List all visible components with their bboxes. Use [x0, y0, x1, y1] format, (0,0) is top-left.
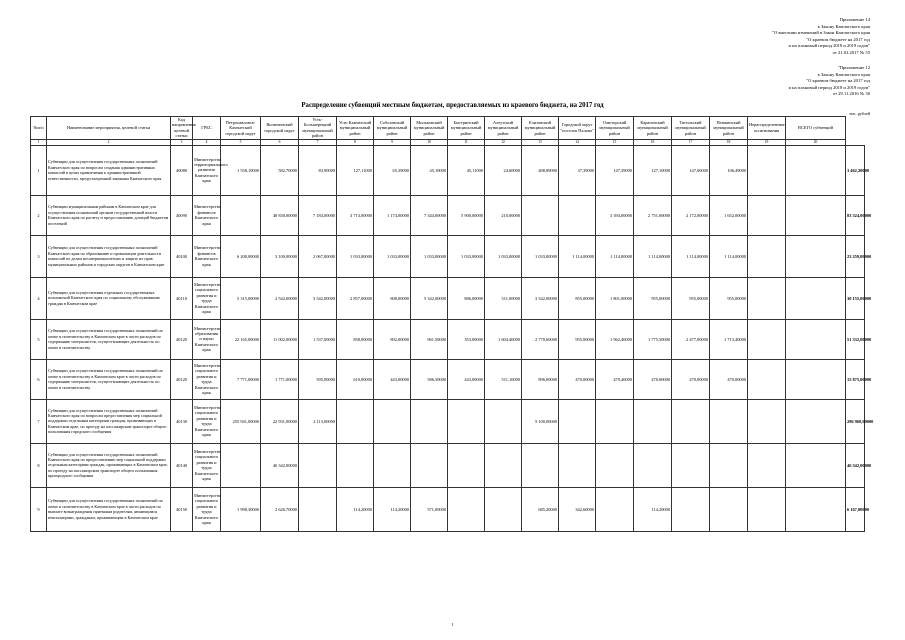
amount-cell — [596, 443, 634, 487]
amount-cell: 896,00000 — [522, 359, 559, 399]
column-header: Нераспределенные ассигнования — [748, 117, 786, 140]
table-row — [31, 359, 865, 399]
amount-cell: 5 315,00000 — [221, 277, 261, 319]
amount-cell — [672, 399, 710, 443]
amount-cell: 2 857,00000 — [337, 277, 374, 319]
amount-cell: 2 626,70000 — [261, 487, 299, 531]
amount-cell: 955,00000 — [559, 319, 596, 359]
budget-administrator: Министерство образования и науки Камчатского края — [193, 319, 221, 359]
amount-cell: 408,89000 — [522, 145, 559, 195]
amount-cell — [337, 399, 374, 443]
row-number: 1 — [31, 145, 47, 195]
amount-cell: 610,00000 — [337, 359, 374, 399]
amount-cell — [559, 195, 596, 235]
column-number: 19 — [748, 139, 786, 145]
amount-cell: 808,00000 — [374, 277, 411, 319]
amount-cell — [748, 145, 786, 195]
annex-header-line: "О внесении изменений в Закон Камчатского края — [772, 30, 870, 36]
subvention-name: Субвенции для осуществления государственных полномочий по опеке и попечительству в Камчатском крае в части расходов по содержанию специалистов, осуществляющих деятельность по опеке и попечительству — [47, 319, 171, 359]
column-number: 14 — [559, 139, 596, 145]
amount-cell: 22 931,00000 — [261, 399, 299, 443]
amount-cell: 147,39000 — [596, 145, 634, 195]
column-number: 10 — [411, 139, 448, 145]
amount-cell: 511,00000 — [485, 277, 522, 319]
amount-cell: 3 394,00000 — [596, 195, 634, 235]
amount-cell — [748, 399, 786, 443]
amount-cell: 1 962,40000 — [596, 319, 634, 359]
target-code: 40110 — [171, 277, 193, 319]
row-total: 46 342,00000 — [846, 443, 865, 487]
amount-cell — [411, 443, 448, 487]
row-total: 30 155,00000 — [846, 277, 865, 319]
column-header: Петропавловск-Камчатский городской округ — [221, 117, 261, 140]
budget-administrator: Министерство социального развития и труда Камчатского края — [193, 277, 221, 319]
annex-header-line: от 29.11.2016 № 30 — [832, 91, 870, 97]
amount-cell — [748, 359, 786, 399]
amount-cell: 2 770,60000 — [522, 319, 559, 359]
column-number: 8 — [337, 139, 374, 145]
document-title: Распределение субвенций местным бюджетам, предоставляемых из краевого бюджета, на 2017 год — [301, 102, 604, 109]
subvention-name: Субвенции для осуществления государственных полномочий Камчатского края по предоставлению мер социальной поддержки отдельным категориям граждан, проживающих в Камчатском крае, по проезду на пассажирском транспорте общего пользования пригородного сообщения — [47, 443, 171, 487]
amount-cell: 470,00000 — [672, 359, 710, 399]
column-header: Карагинский муниципальный район — [634, 117, 672, 140]
amount-cell: 342,60000 — [559, 487, 596, 531]
amount-cell: 255 941,00000 — [221, 399, 261, 443]
row-number: 5 — [31, 319, 47, 359]
budget-administrator: Министерство социального развития и труда Камчатского края — [193, 399, 221, 443]
amount-cell: 5 100,00000 — [522, 399, 559, 443]
column-header: Код направления целевой статьи — [172, 117, 196, 139]
amount-cell — [299, 487, 337, 531]
amount-cell: 1 033,00000 — [448, 235, 485, 277]
annex-header-line: "О краевом бюджете на 2017 год — [806, 78, 870, 84]
row-total: 6 167,00000 — [846, 487, 865, 531]
amount-cell — [710, 443, 748, 487]
amount-cell: 45,11000 — [448, 145, 485, 195]
amount-cell — [485, 443, 522, 487]
amount-cell — [748, 235, 786, 277]
column-header: Городской округ "поселок Палана" — [559, 117, 596, 140]
amount-cell: 582,70000 — [261, 145, 299, 195]
annex-header-line: к Закону Камчатского края — [817, 71, 870, 77]
column-number: 15 — [596, 139, 634, 145]
table-row — [31, 235, 865, 277]
table-row — [31, 277, 865, 319]
column-header: №п/п — [31, 117, 47, 140]
row-total: 51 332,00000 — [846, 319, 865, 359]
amount-cell: 5 342,00000 — [411, 277, 448, 319]
table-row — [31, 319, 865, 359]
annex-header-line: от 21.02.2017 № 55 — [832, 49, 870, 55]
amount-cell: 114,20000 — [374, 487, 411, 531]
annex-header-line: "Приложение 12 — [837, 65, 870, 70]
amount-cell: 1 033,00000 — [374, 235, 411, 277]
table-row — [31, 487, 865, 531]
amount-cell — [786, 195, 846, 235]
amount-cell: 2 477,00000 — [672, 319, 710, 359]
budget-administrator: Министерство территориального развития Камчатского края — [193, 145, 221, 195]
amount-cell — [221, 443, 261, 487]
table-row — [31, 443, 865, 487]
amount-cell: 48 830,00000 — [261, 195, 299, 235]
amount-cell: 65,39000 — [374, 145, 411, 195]
amount-cell: 2 172,00000 — [672, 195, 710, 235]
amount-cell — [748, 443, 786, 487]
amount-cell: 127,10000 — [634, 145, 672, 195]
amount-cell: 83,90000 — [299, 145, 337, 195]
column-number: 9 — [374, 139, 411, 145]
subvention-name: Субвенции для осуществления государственных полномочий Камчатского края по вопросам создания административных комиссий в целях привлечения к административной ответственности, предусмотренной законами Камчатского края — [47, 145, 171, 195]
row-number: 2 — [31, 195, 47, 235]
amount-cell: 1 713,40000 — [710, 319, 748, 359]
subvention-table — [30, 116, 874, 532]
target-code: 40120 — [171, 359, 193, 399]
column-number: 20 — [786, 139, 846, 145]
budget-administrator: Министерство социального развития и труда Камчатского края — [193, 443, 221, 487]
column-header: Тигильский муниципальный район — [672, 117, 710, 140]
amount-cell: 1 998,30000 — [221, 487, 261, 531]
amount-cell — [634, 399, 672, 443]
annex-header-line: к Закону Камчатского края — [817, 23, 870, 29]
page-number: 1 — [451, 622, 454, 627]
amount-cell — [448, 487, 485, 531]
amount-cell — [786, 277, 846, 319]
amount-cell: 1 604,40000 — [485, 319, 522, 359]
subvention-name: Субвенции для осуществления государственных полномочий Камчатского края по вопросам предоставления мер социальной поддержки отдельным категориям граждан, проживающих в Камчатском крае, по проезду на пассажирском транспорте общего пользования городского сообщения — [47, 399, 171, 443]
column-number: 18 — [710, 139, 748, 145]
target-code: 40120 — [171, 319, 193, 359]
amount-cell — [522, 195, 559, 235]
amount-cell — [411, 399, 448, 443]
amount-cell: 961,50000 — [411, 319, 448, 359]
amount-cell: 858,00000 — [337, 319, 374, 359]
column-header: Усть-Большерецкий муниципальный район — [299, 117, 337, 140]
amount-cell: 443,00000 — [374, 359, 411, 399]
column-header: Алеутский муниципальный район — [485, 117, 522, 140]
header-row — [31, 117, 865, 140]
table-row — [31, 195, 865, 235]
amount-cell: 210,00000 — [485, 195, 522, 235]
row-total: 3 462,20000 — [846, 145, 865, 195]
budget-administrator: Министерство социального развития и труда Камчатского края — [193, 487, 221, 531]
amount-cell — [710, 487, 748, 531]
amount-cell — [748, 319, 786, 359]
amount-cell — [221, 195, 261, 235]
budget-administrator: Министерство финансов Камчатского края — [193, 195, 221, 235]
amount-cell: 7 771,00000 — [221, 359, 261, 399]
row-number: 9 — [31, 487, 47, 531]
row-total: 23 259,00000 — [846, 235, 865, 277]
amount-cell: 37,39000 — [559, 145, 596, 195]
annex-header-line: и на плановый период 2018 и 2019 годов" — [788, 43, 870, 49]
column-number: 3 — [171, 139, 193, 145]
row-number: 3 — [31, 235, 47, 277]
amount-cell: 1 033,00000 — [337, 235, 374, 277]
annex-header-current — [772, 17, 870, 57]
amount-cell: 114,20000 — [634, 487, 672, 531]
amount-cell: 1 114,00000 — [672, 235, 710, 277]
amount-cell: 2 067,00000 — [299, 235, 337, 277]
amount-cell — [710, 399, 748, 443]
amount-cell: 955,00000 — [672, 277, 710, 319]
amount-cell — [748, 277, 786, 319]
column-header: Елизовский муниципальный район — [522, 117, 559, 140]
amount-cell: 3 100,00000 — [261, 235, 299, 277]
amount-cell — [559, 443, 596, 487]
amount-cell: 2 113,00000 — [299, 399, 337, 443]
amount-cell: 892,00000 — [374, 319, 411, 359]
amount-cell: 7 344,00000 — [411, 195, 448, 235]
amount-cell — [786, 359, 846, 399]
row-total: 286 968,00000 — [846, 399, 865, 443]
column-number: 5 — [221, 139, 261, 145]
row-total: 83 324,00000 — [846, 195, 865, 235]
amount-cell — [672, 443, 710, 487]
amount-cell: 1 558,10000 — [221, 145, 261, 195]
column-header: Усть-Камчатский муниципальный район — [337, 117, 374, 140]
column-header: Вилючинский городской округ — [261, 117, 299, 140]
amount-cell: 1 652,00000 — [710, 195, 748, 235]
row-total: 15 875,00000 — [846, 359, 865, 399]
amount-cell: 470,00000 — [559, 359, 596, 399]
column-header: Соболевский муниципальный район — [374, 117, 411, 140]
amount-cell — [485, 487, 522, 531]
column-header: ВСЕГО субвенций — [786, 117, 846, 140]
amount-cell: 353,00000 — [448, 319, 485, 359]
amount-cell — [596, 487, 634, 531]
units-label: тыс. рублей — [849, 111, 870, 116]
target-code: 40090 — [171, 195, 193, 235]
row-number: 6 — [31, 359, 47, 399]
amount-cell: 443,00000 — [448, 359, 485, 399]
budget-administrator: Министерство финансов Камчатского края — [193, 235, 221, 277]
column-number: 7 — [299, 139, 337, 145]
amount-cell: 45,10000 — [411, 145, 448, 195]
table-row — [31, 145, 865, 195]
amount-cell: 11 002,00000 — [261, 319, 299, 359]
amount-cell: 470,00000 — [634, 359, 672, 399]
column-number: 1 — [31, 139, 47, 145]
amount-cell: 1 033,00000 — [411, 235, 448, 277]
amount-cell: 24,60000 — [485, 145, 522, 195]
table-body — [31, 139, 874, 531]
column-number: 13 — [522, 139, 559, 145]
amount-cell: 1 174,00000 — [374, 195, 411, 235]
amount-cell: 1 114,00000 — [559, 235, 596, 277]
amount-cell: 1 114,00000 — [596, 235, 634, 277]
amount-cell — [748, 195, 786, 235]
target-code: 40150 — [171, 487, 193, 531]
amount-cell: 1 033,00000 — [522, 235, 559, 277]
amount-cell: 595,00000 — [299, 359, 337, 399]
amount-cell: 46 342,00000 — [261, 443, 299, 487]
amount-cell: 2 542,00000 — [261, 277, 299, 319]
amount-cell — [786, 399, 846, 443]
amount-cell — [786, 487, 846, 531]
amount-cell: 511,10000 — [485, 359, 522, 399]
target-code: 40080 — [171, 145, 193, 195]
amount-cell — [448, 443, 485, 487]
amount-cell: 1 537,00000 — [299, 319, 337, 359]
amount-cell — [374, 443, 411, 487]
amount-cell: 886,00000 — [448, 277, 485, 319]
amount-cell — [522, 443, 559, 487]
amount-cell: 127,11000 — [337, 145, 374, 195]
amount-cell: 5 900,00000 — [448, 195, 485, 235]
amount-cell: 106,49000 — [710, 145, 748, 195]
target-code: 40130 — [171, 399, 193, 443]
annex-header-line: "О краевом бюджете на 2017 год — [806, 36, 870, 42]
amount-cell: 470,40000 — [596, 359, 634, 399]
row-number: 4 — [31, 277, 47, 319]
amount-cell: 1 801,00000 — [596, 277, 634, 319]
amount-cell: 470,00000 — [710, 359, 748, 399]
column-number: 17 — [672, 139, 710, 145]
target-code: 40140 — [171, 443, 193, 487]
row-number: 7 — [31, 399, 47, 443]
amount-cell: 22 165,00000 — [221, 319, 261, 359]
column-header: Мильковский муниципальный район — [411, 117, 448, 140]
subvention-name: Субвенции для осуществления государственных полномочий Камчатского края по образованию и организации деятельности комиссий по делам несовершеннолетних и защите их прав муниципальных районов и городских округов в Камчатском крае — [47, 235, 171, 277]
amount-cell — [559, 399, 596, 443]
column-number: 11 — [448, 139, 485, 145]
amount-cell — [374, 399, 411, 443]
column-number: 4 — [193, 139, 221, 145]
amount-cell: 685,20000 — [522, 487, 559, 531]
amount-cell: 955,00000 — [634, 277, 672, 319]
amount-cell: 3 713,00000 — [337, 195, 374, 235]
amount-cell: 2 751,00000 — [634, 195, 672, 235]
column-number: 2 — [47, 139, 171, 145]
column-header: Пенжинский муниципальный район — [710, 117, 748, 140]
table-row — [31, 399, 865, 443]
subvention-name: Субвенции для осуществления государственных полномочий по опеке и попечительству в Камчатском крае в части расходов по выплате вознаграждения приемным родителям, являющимся пенсионерами, гражданам, проживающим в Камчатском крае — [47, 487, 171, 531]
amount-cell: 855,00000 — [559, 277, 596, 319]
amount-cell: 147,60000 — [672, 145, 710, 195]
amount-cell: 1 114,00000 — [710, 235, 748, 277]
amount-cell — [748, 487, 786, 531]
amount-cell: 114,20000 — [337, 487, 374, 531]
subvention-name: Субвенции муниципальным районам в Камчатском крае для осуществления полномочий органов государственной власти Камчатского края по расчету и предоставлению дотаций бюджетам поселений — [47, 195, 171, 235]
amount-cell — [337, 443, 374, 487]
amount-cell: 571,00000 — [411, 487, 448, 531]
amount-cell — [596, 399, 634, 443]
amount-cell: 6 200,00000 — [221, 235, 261, 277]
annex-header-original — [789, 65, 870, 98]
amount-cell — [786, 235, 846, 277]
annex-header-line: и на плановый период 2018 и 2019 годов" — [788, 84, 870, 90]
column-header: ГРБС — [193, 117, 221, 140]
amount-cell: 1 771,00000 — [261, 359, 299, 399]
budget-administrator: Министерство социального развития и труда Камчатского края — [193, 359, 221, 399]
amount-cell: 586,50000 — [411, 359, 448, 399]
annex-header-line: Приложение 14 — [839, 17, 870, 22]
column-header: Наименование мероприятия, целевой статьи — [47, 117, 171, 140]
column-number: 12 — [485, 139, 522, 145]
amount-cell — [786, 145, 846, 195]
subvention-name: Субвенции для осуществления отдельных государственных полномочий Камчатского края по социальному обслуживанию граждан в Камчатском крае — [47, 277, 171, 319]
amount-cell — [448, 399, 485, 443]
amount-cell: 3 542,00000 — [299, 277, 337, 319]
row-number: 8 — [31, 443, 47, 487]
amount-cell: 3 542,00000 — [522, 277, 559, 319]
subvention-name: Субвенции для осуществления государственных полномочий по опеке и попечительству в Камчатском крае в части расходов по содержанию специалистов, осуществляющих деятельность по опеке и попечительству — [47, 359, 171, 399]
amount-cell — [634, 443, 672, 487]
column-header: Быстринский муниципальный район — [448, 117, 485, 140]
amount-cell — [786, 319, 846, 359]
amount-cell: 1 114,00000 — [634, 235, 672, 277]
amount-cell: 955,00000 — [710, 277, 748, 319]
column-number: 6 — [261, 139, 299, 145]
amount-cell: 1 775,50000 — [634, 319, 672, 359]
column-header: Олюторский муниципальный район — [596, 117, 634, 140]
amount-cell — [485, 399, 522, 443]
amount-cell: 1 033,00000 — [485, 235, 522, 277]
column-number: 16 — [634, 139, 672, 145]
amount-cell — [299, 443, 337, 487]
target-code: 40100 — [171, 235, 193, 277]
amount-cell: 7 184,00000 — [299, 195, 337, 235]
amount-cell — [786, 443, 846, 487]
table-header — [31, 117, 865, 140]
amount-cell — [672, 487, 710, 531]
